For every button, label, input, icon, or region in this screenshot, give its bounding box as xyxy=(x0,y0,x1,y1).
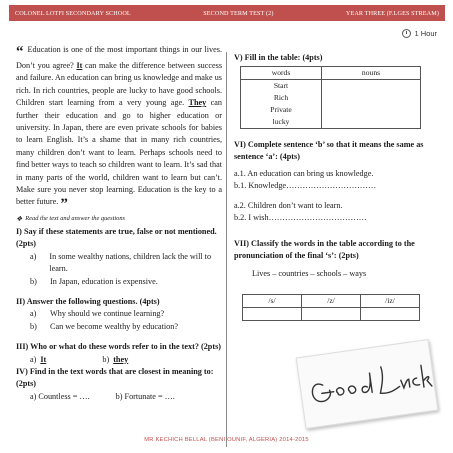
q7-title: VII) Classify the words in the table according to the pronunciation of the final ‘s’: (2pts) xyxy=(234,239,415,260)
q1-item xyxy=(30,276,222,288)
header-cell-nouns: nouns xyxy=(322,67,421,80)
q6-b2: b.2. I wish……………………………… xyxy=(234,213,367,222)
q3-a-word: It xyxy=(40,354,47,364)
fill-table xyxy=(240,66,421,129)
duration-label: 1 Hour xyxy=(414,29,437,38)
year-stream: YEAR THREE (F.LGES STREAM) xyxy=(345,9,439,17)
q1-title: I) Say if these statements are true, false or not mentioned. (2pts) xyxy=(16,226,217,249)
q1-item-text: In some wealthy nations, children lack the will to learn. xyxy=(49,251,212,274)
answer-cell[interactable] xyxy=(322,116,421,129)
footer-credit: MR KECHICH BELLAL (BENI OUNIF, ALGERIA) 2014-2015 xyxy=(144,437,309,443)
answer-cell[interactable] xyxy=(322,104,421,116)
text-part-2: can make the difference between success and failure. An education can bring us knowledge and make us rich. In rich countries, people are lucky to have good schools. Children start learning from a very young age. xyxy=(16,61,223,108)
q4-b: b) Fortunate = …. xyxy=(115,391,175,401)
duration xyxy=(402,29,437,38)
q6-title: VI) Complete sentence ‘b’ so that it means the same as sentence ‘a’: (4pts) xyxy=(234,140,424,161)
q2-item-label: a) xyxy=(30,309,37,319)
q6-a2: a.2. Children don’t want to learn. xyxy=(234,201,343,210)
word-cell: Private xyxy=(241,104,322,116)
text-part-3: can further their education and go to higher education or university. In Japan, there are even private schools for babies to learn English. It’s a shame that in many rich countries, many children don’t want to learn. Perhaps schools need to find better ways to teach so children want to learn. It’s sad that in many parts of the world, children want to learn but can’t. Make sure you never stop learning. Education is the key to a better future. xyxy=(16,98,222,207)
q7-words: Lives – countries – schools – ways xyxy=(252,269,367,278)
sounds-header xyxy=(243,295,420,308)
test-name: SECOND TERM TEST (2) xyxy=(203,9,274,17)
table-row xyxy=(241,80,421,93)
fill-table-header xyxy=(241,67,421,80)
q3-b-label: b) xyxy=(102,354,110,364)
instruction-text: Read the text and answer the questions xyxy=(25,215,126,223)
word-cell: lucky xyxy=(241,116,322,129)
clock-icon xyxy=(402,29,411,38)
school-name: COLONEL LOTFI SECONDARY SCHOOL xyxy=(15,9,131,17)
q2-item-label: b) xyxy=(30,321,37,331)
text-part-1: Education is one of the most important things in our lives. Don’t you agree? xyxy=(16,45,222,70)
q1-item-text: In Japan, education is expensive. xyxy=(50,276,158,286)
q2-title: II) Answer the following questions. (4pts) xyxy=(16,296,160,306)
word-cell: Start xyxy=(241,80,322,93)
answer-cell[interactable] xyxy=(322,80,421,93)
table-row xyxy=(241,116,421,129)
q2-item xyxy=(30,308,222,320)
q3-b-word: they xyxy=(113,354,129,364)
table-row xyxy=(241,92,421,104)
q6-a1: a.1. An education can bring us knowledge. xyxy=(234,169,374,178)
q4-title: IV) Find in the text words that are closest in meaning to: (2pts) xyxy=(16,366,214,389)
open-quote: “ xyxy=(16,44,24,60)
sounds-table xyxy=(242,294,420,321)
q5-title: V) Fill in the table: (4pts) xyxy=(234,53,323,62)
header-bar xyxy=(9,5,445,21)
close-quote: ” xyxy=(60,196,68,213)
instruction xyxy=(16,213,222,225)
diamond-bullet-icon: ❖ xyxy=(16,215,23,224)
sound-z-cell: /z/ xyxy=(302,295,361,308)
q3-items xyxy=(30,354,222,366)
sound-s-cell: /s/ xyxy=(243,295,302,308)
answer-cell[interactable] xyxy=(361,308,420,321)
right-column xyxy=(234,52,439,321)
q3-title: III) Who or what do these words refer to in the text? (2pts) xyxy=(16,342,221,352)
header-cell-words: words xyxy=(241,67,322,80)
answer-cell[interactable] xyxy=(322,92,421,104)
q2-item-text: Can we become wealthy by education? xyxy=(50,321,178,331)
answer-cell[interactable] xyxy=(243,308,302,321)
word-cell: Rich xyxy=(241,92,322,104)
answer-cell[interactable] xyxy=(302,308,361,321)
q4-a: a) Countless = …. xyxy=(30,391,90,401)
q1-item-label: b) xyxy=(30,276,37,286)
left-column xyxy=(16,44,222,403)
q1-item-label: a) xyxy=(30,251,37,261)
q3-a-label: a) xyxy=(30,354,37,364)
q2-item xyxy=(30,321,222,333)
q4-items xyxy=(30,391,222,403)
good-luck-lettering xyxy=(297,340,437,428)
reading-text xyxy=(16,44,222,212)
q6-b1: b.1. Knowledge…………………………… xyxy=(234,181,377,190)
word-they: They xyxy=(188,98,207,108)
sound-iz-cell: /iz/ xyxy=(361,295,420,308)
table-row xyxy=(241,104,421,116)
q1-item xyxy=(30,251,222,276)
column-divider xyxy=(226,52,227,447)
q2-item-text: Why should we continue learning? xyxy=(50,309,165,319)
word-it: It xyxy=(76,61,83,70)
good-luck-card xyxy=(296,339,439,429)
sounds-answer-row xyxy=(243,308,420,321)
